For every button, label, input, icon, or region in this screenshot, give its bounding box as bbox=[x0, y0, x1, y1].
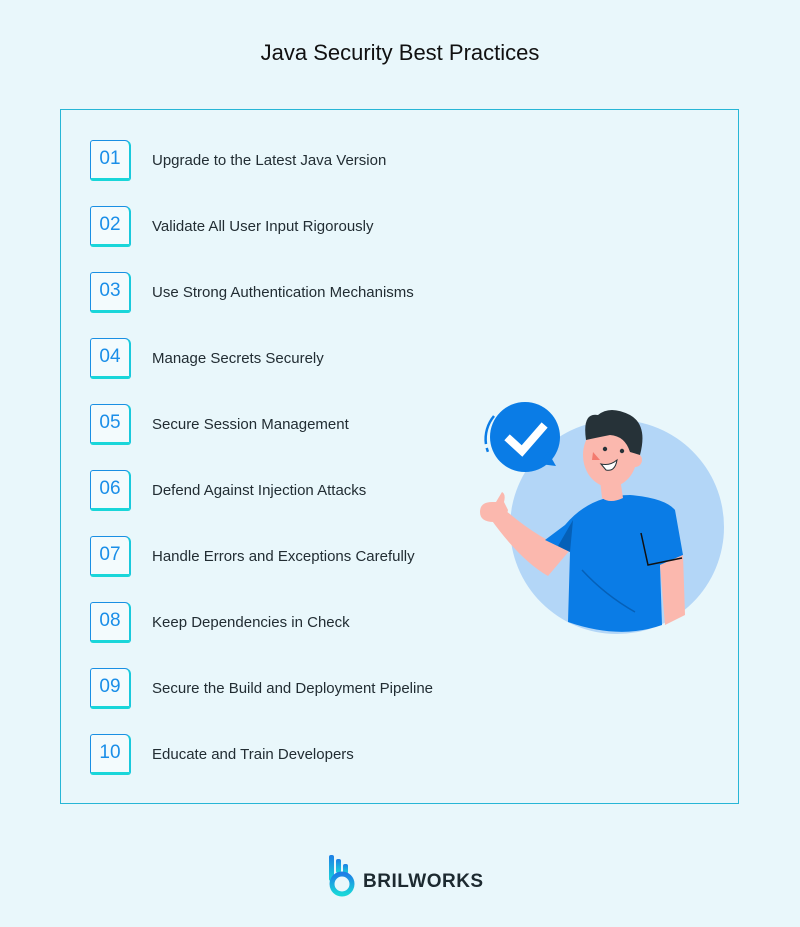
item-number-badge: 05 bbox=[90, 404, 131, 445]
item-number-badge: 01 bbox=[90, 140, 131, 181]
item-label: Handle Errors and Exceptions Carefully bbox=[152, 547, 415, 565]
item-label: Keep Dependencies in Check bbox=[152, 613, 350, 631]
practice-item bbox=[90, 601, 350, 643]
item-number-badge: 07 bbox=[90, 536, 131, 577]
practice-item bbox=[90, 271, 414, 313]
item-number-badge: 10 bbox=[90, 734, 131, 775]
brilworks-logo bbox=[328, 855, 484, 897]
practice-item bbox=[90, 205, 374, 247]
item-number-badge: 09 bbox=[90, 668, 131, 709]
item-label: Secure the Build and Deployment Pipeline bbox=[152, 679, 434, 697]
practice-item bbox=[90, 403, 349, 445]
practice-item bbox=[90, 535, 415, 577]
thumbs-up-person-illustration bbox=[470, 400, 730, 640]
item-label: Use Strong Authentication Mechanisms bbox=[152, 283, 414, 301]
practice-item bbox=[90, 337, 324, 379]
item-label: Defend Against Injection Attacks bbox=[152, 481, 367, 499]
item-label: Secure Session Management bbox=[152, 415, 349, 433]
practice-item bbox=[90, 733, 354, 775]
item-label: Validate All User Input Rigorously bbox=[152, 217, 374, 235]
brand-name: BRILWORKS bbox=[363, 871, 484, 892]
item-number-badge: 02 bbox=[90, 206, 131, 247]
item-number-badge: 06 bbox=[90, 470, 131, 511]
item-label: Upgrade to the Latest Java Version bbox=[152, 151, 387, 169]
practice-item bbox=[90, 469, 366, 511]
item-number-badge: 04 bbox=[90, 338, 131, 379]
page-title: Java Security Best Practices bbox=[260, 40, 540, 65]
brilworks-logo-icon bbox=[328, 855, 356, 897]
item-number-badge: 03 bbox=[90, 272, 131, 313]
item-label: Manage Secrets Securely bbox=[152, 349, 324, 367]
practice-item bbox=[90, 139, 386, 181]
item-number-badge: 08 bbox=[90, 602, 131, 643]
practice-item bbox=[90, 667, 433, 709]
item-label: Educate and Train Developers bbox=[152, 745, 354, 763]
